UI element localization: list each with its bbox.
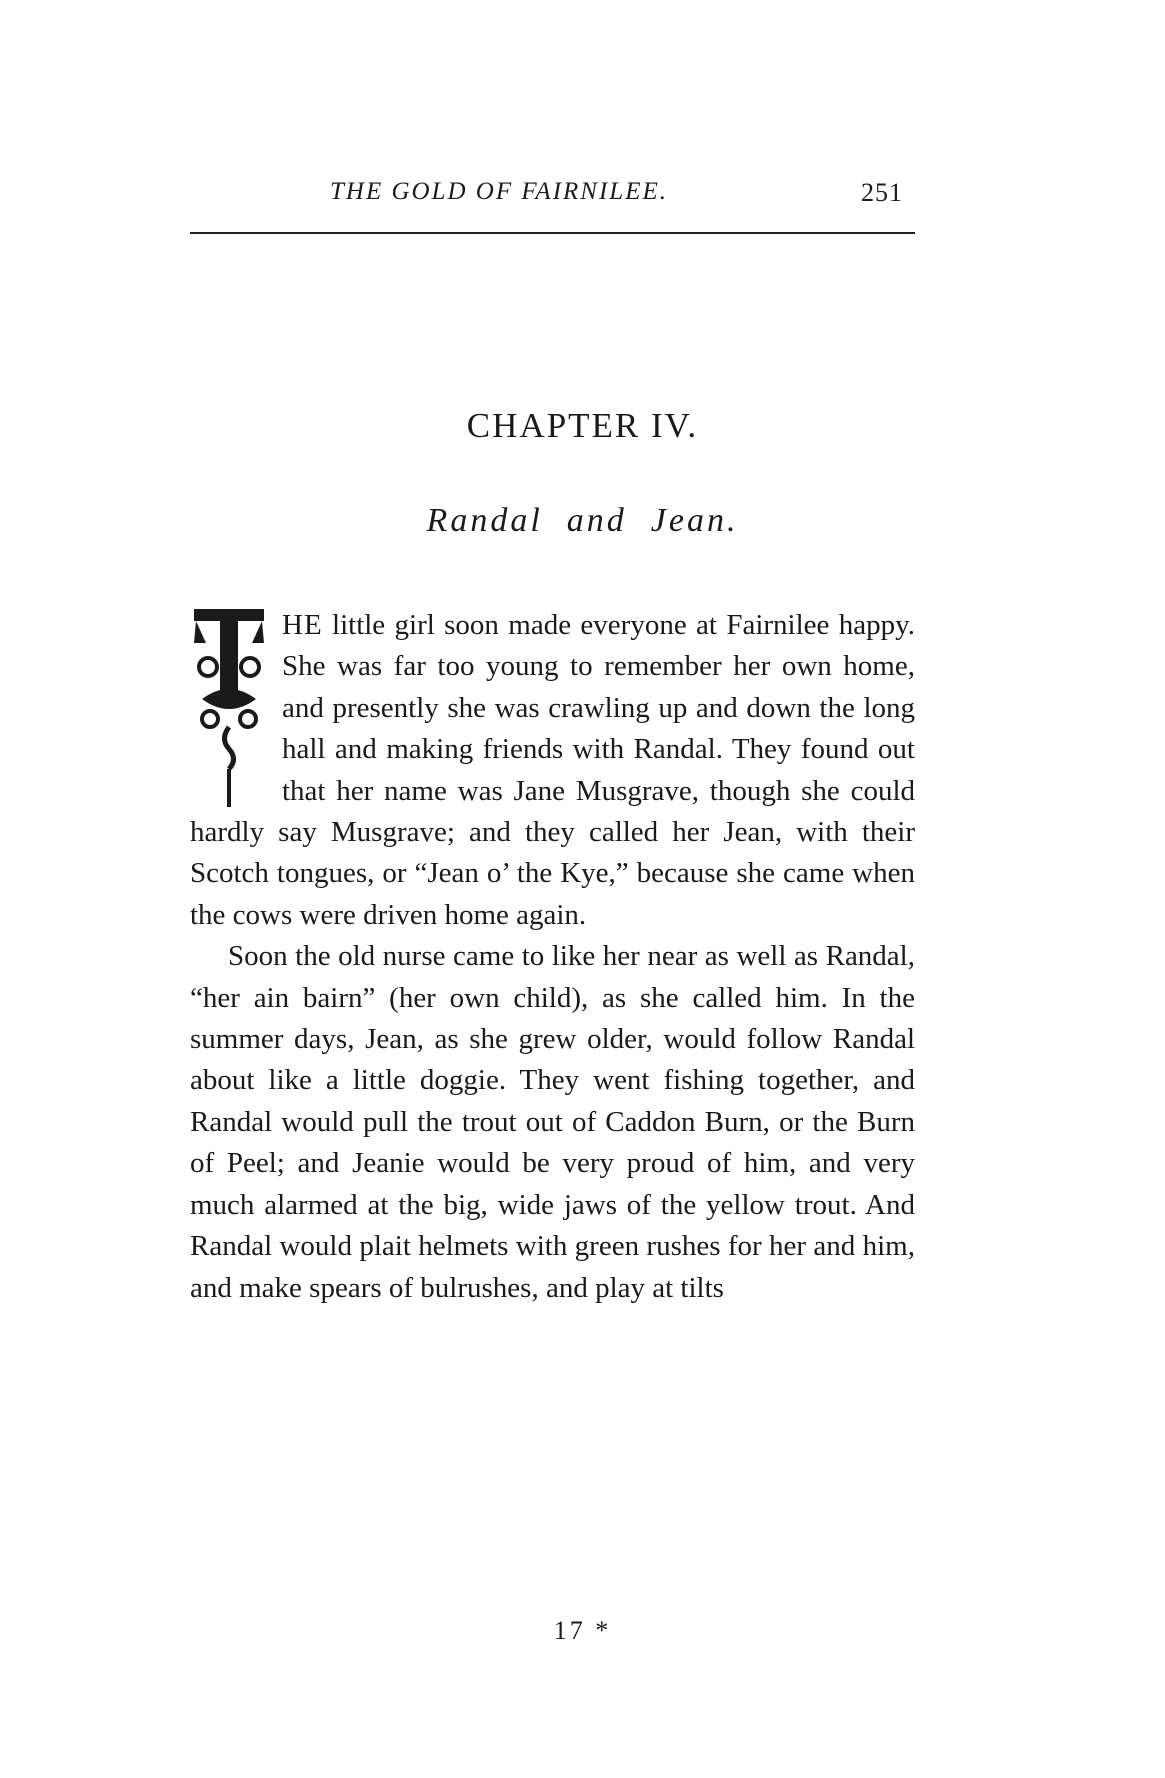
- chapter-title: CHAPTER IV.: [466, 406, 699, 445]
- running-header: [190, 178, 915, 218]
- body-text: [190, 605, 915, 1309]
- running-title: THE GOLD OF FAIRNILEE.: [330, 178, 668, 205]
- paragraph-2: Soon the old nurse came to like her near as well as Randal, “her ain bairn” (her own child), as she called him. In the summer days, Jean, as she grew older, would follow Randal about like a little doggie. They went fishing together, and Randal would pull the trout out of Caddon Burn, or the Burn of Peel; and Jeanie would be very proud of him, and very much alarmed at the big, wide jaws of the yellow trout. And Randal would plait helmets with green rushes for her and him, and make spears of bulrushes, and play at tilts: [190, 940, 915, 1304]
- subtitle-word-and: and: [566, 502, 627, 539]
- header-rule: [190, 232, 915, 234]
- ornamental-t-icon: [190, 609, 268, 809]
- page-number: 251: [861, 178, 903, 207]
- paragraph-1-text: little girl soon made everyone at Fairnilee happy. She was far too young to remember her own home, and presently she was crawling up and down the long hall and making friends with Randal. They found out that her name was Jane Musgrave, though she could hardly say Musgrave; and they called her Jean, with their Scotch tongues, or “Jean o’ the Kye,” because she came when the cows were driven home again.: [190, 609, 915, 931]
- subtitle-word-randal: Randal: [426, 502, 543, 539]
- chapter-subtitle: [0, 502, 1165, 540]
- dropcap-initial: [190, 609, 268, 809]
- dropcap-rest: HE: [282, 609, 323, 641]
- subtitle-word-jean: Jean.: [650, 502, 739, 539]
- signature-mark: 17 *: [553, 1616, 612, 1645]
- paragraph-1: [190, 605, 915, 936]
